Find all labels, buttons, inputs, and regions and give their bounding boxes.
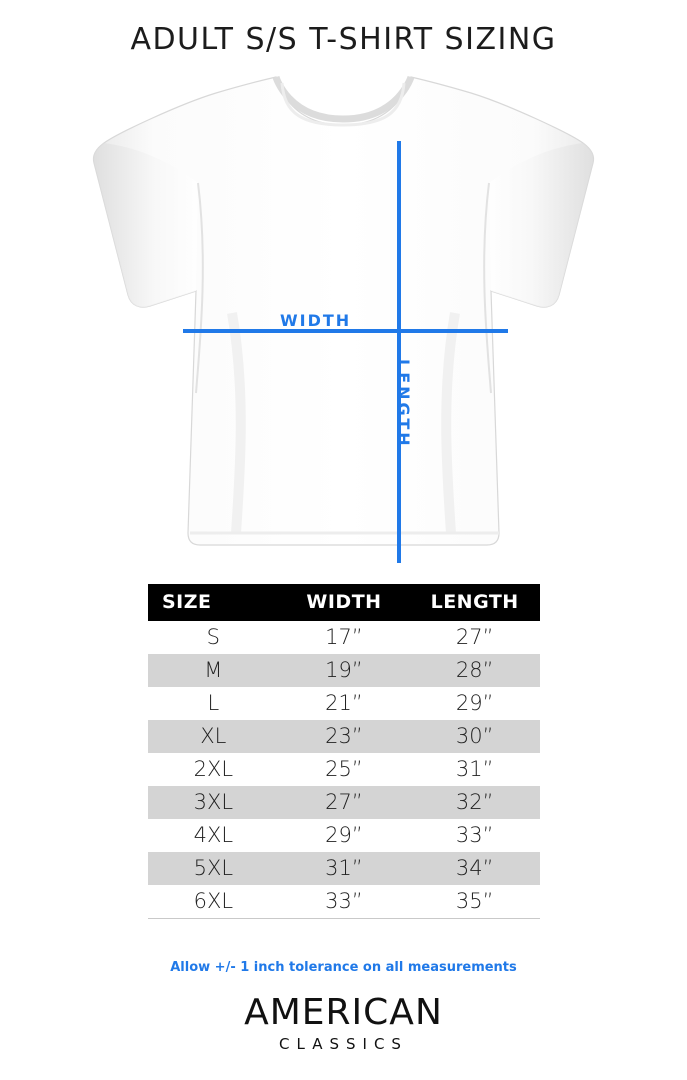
size-table-wrap [148, 584, 540, 919]
table-row [148, 753, 540, 786]
cell-size: M [148, 654, 279, 687]
cell-width: 25” [279, 753, 410, 786]
cell-length: 27” [409, 621, 540, 654]
table-row [148, 687, 540, 720]
shirt-diagram [0, 63, 687, 563]
cell-length: 35” [409, 885, 540, 919]
table-row [148, 621, 540, 654]
cell-size: XL [148, 720, 279, 753]
header-width: WIDTH [279, 584, 410, 621]
page-title: ADULT S/S T-SHIRT SIZING [130, 22, 557, 57]
cell-size: S [148, 621, 279, 654]
cell-width: 19” [279, 654, 410, 687]
cell-length: 29” [409, 687, 540, 720]
cell-width: 29” [279, 819, 410, 852]
header-length: LENGTH [409, 584, 540, 621]
length-label: LENGTH [394, 359, 413, 449]
header-size: SIZE [148, 584, 279, 621]
cell-width: 17” [279, 621, 410, 654]
cell-size: 4XL [148, 819, 279, 852]
cell-width: 31” [279, 852, 410, 885]
tolerance-note: Allow +/- 1 inch tolerance on all measurements [170, 960, 517, 975]
cell-length: 28” [409, 654, 540, 687]
brand-logo [0, 992, 687, 1053]
cell-length: 34” [409, 852, 540, 885]
table-row [148, 786, 540, 819]
cell-width: 23” [279, 720, 410, 753]
cell-length: 32” [409, 786, 540, 819]
cell-length: 31” [409, 753, 540, 786]
cell-width: 33” [279, 885, 410, 919]
cell-size: 6XL [148, 885, 279, 919]
brand-name: AMERICAN [244, 992, 443, 1033]
width-label: WIDTH [280, 311, 352, 330]
cell-length: 30” [409, 720, 540, 753]
table-row [148, 885, 540, 919]
table-row [148, 720, 540, 753]
table-row [148, 852, 540, 885]
cell-size: 5XL [148, 852, 279, 885]
size-table [148, 584, 540, 919]
cell-size: L [148, 687, 279, 720]
table-header-row [148, 584, 540, 621]
table-row [148, 654, 540, 687]
cell-size: 2XL [148, 753, 279, 786]
cell-size: 3XL [148, 786, 279, 819]
table-row [148, 819, 540, 852]
cell-width: 21” [279, 687, 410, 720]
cell-width: 27” [279, 786, 410, 819]
cell-length: 33” [409, 819, 540, 852]
brand-subtitle: CLASSICS [279, 1035, 408, 1053]
